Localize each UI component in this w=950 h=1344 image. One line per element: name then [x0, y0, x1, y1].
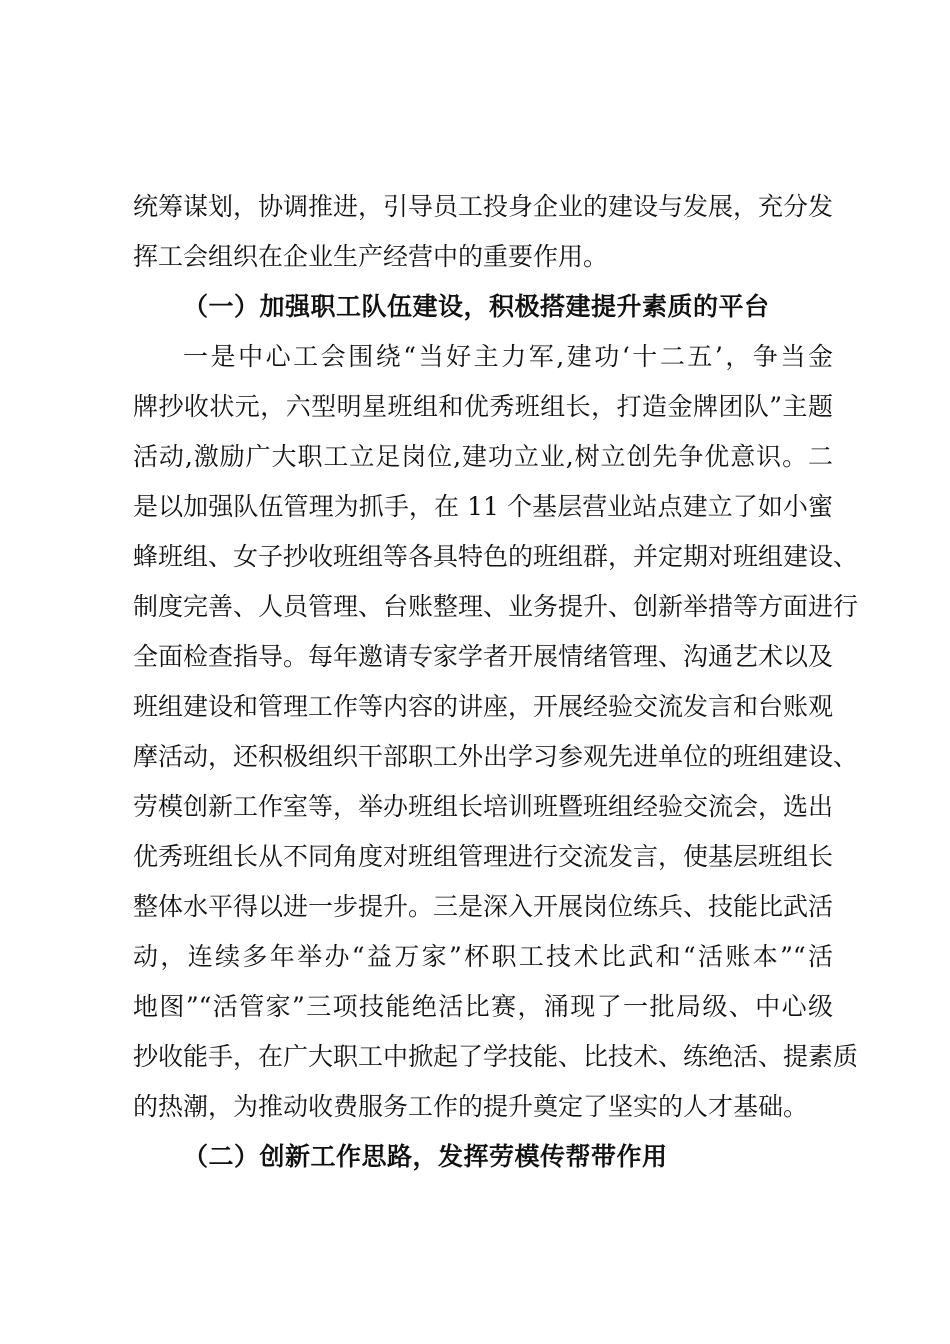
body-text-line: 的热潮，为推动收费服务工作的提升奠定了坚实的人才基础。 [133, 1092, 809, 1121]
body-text-line: 牌抄收状元，六型明星班组和优秀班组长，打造金牌团队”主题 [133, 392, 833, 421]
body-text-line: 优秀班组长从不同角度对班组管理进行交流发言，使基层班组长 [133, 842, 834, 871]
body-text-line: 一是中心工会围绕“当好主力军,建功‘十二五’，争当金 [183, 342, 833, 371]
body-text-line: 活动,激励广大职工立足岗位,建功立业,树立创先争优意识。二 [133, 442, 833, 471]
body-text-line: 制度完善、人员管理、台账整理、业务提升、创新举措等方面进行 [133, 592, 859, 621]
section-heading-1: （一）加强职工队伍建设，积极搭建提升素质的平台 [183, 292, 770, 321]
body-text-line: 劳模创新工作室等，举办班组长培训班暨班组经验交流会，选出 [133, 792, 834, 821]
body-text-line: 抄收能手，在广大职工中掀起了学技能、比技术、练绝活、提素质 [133, 1042, 859, 1071]
body-text-line: 蜂班组、女子抄收班组等各具特色的班组群，并定期对班组建设、 [133, 542, 859, 571]
body-text-line: 是以加强队伍管理为抓手，在 11 个基层营业站点建立了如小蜜 [133, 492, 833, 521]
body-text-line: 地图”“活管家”三项技能绝活比赛，涌现了一批局级、中心级 [133, 992, 833, 1021]
body-text-line: 整体水平得以进一步提升。三是深入开展岗位练兵、技能比武活 [133, 892, 834, 921]
body-text-line: 统筹谋划，协调推进，引导员工投身企业的建设与发展，充分发 [133, 192, 834, 221]
section-heading-2: （二）创新工作思路，发挥劳模传帮带作用 [183, 1142, 668, 1171]
body-text-line: 班组建设和管理工作等内容的讲座，开展经验交流发言和台账观 [133, 692, 834, 721]
body-text-line: 挥工会组织在企业生产经营中的重要作用。 [133, 242, 609, 271]
body-text-line: 动，连续多年举办“益万家”杯职工技术比武和“活账本”“活 [133, 942, 833, 971]
body-text-line: 摩活动，还积极组织干部职工外出学习参观先进单位的班组建设、 [133, 742, 859, 771]
body-text-line: 全面检查指导。每年邀请专家学者开展情绪管理、沟通艺术以及 [133, 642, 834, 671]
